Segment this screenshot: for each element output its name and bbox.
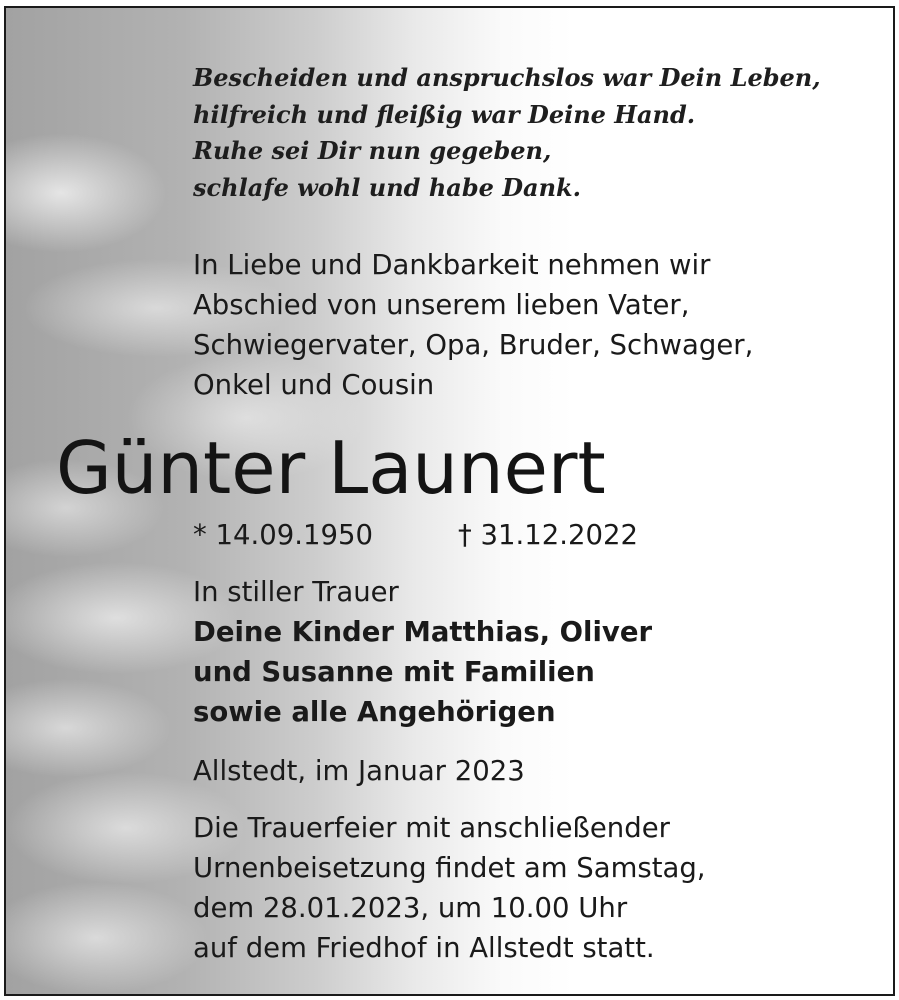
farewell-line: Schwiegervater, Opa, Bruder, Schwager, (193, 329, 754, 361)
deceased-name: Günter Launert (56, 426, 606, 510)
farewell-line: Abschied von unserem lieben Vater, (193, 289, 690, 321)
life-dates (193, 515, 713, 555)
death-date: † 31.12.2022 (458, 519, 638, 551)
poem-line: Ruhe sei Dir nun gegeben, (193, 136, 552, 165)
place-date-line: Allstedt, im Januar 2023 (193, 755, 525, 787)
funeral-line: Urnenbeisetzung findet am Samstag, (193, 852, 706, 884)
funeral-line: dem 28.01.2023, um 10.00 Uhr (193, 892, 628, 924)
funeral-line: auf dem Friedhof in Allstedt statt. (193, 932, 655, 964)
poem-line: Bescheiden und anspruchslos war Dein Leben, (193, 63, 821, 92)
obituary-notice (4, 6, 895, 996)
poem-line: hilfreich und fleißig war Deine Hand. (193, 99, 696, 129)
farewell-line: Onkel und Cousin (193, 369, 435, 401)
mourner-line: sowie alle Angehörigen (193, 696, 556, 728)
mourner-line: Deine Kinder Matthias, Oliver (193, 616, 653, 648)
mourning-heading: In stiller Trauer (193, 576, 399, 608)
farewell-line: In Liebe und Dankbarkeit nehmen wir (193, 249, 711, 281)
mourners-block (193, 572, 652, 732)
poem-line: schlafe wohl und habe Dank. (193, 172, 582, 202)
farewell-text (193, 245, 753, 405)
memorial-poem (193, 60, 821, 206)
funeral-info (193, 808, 706, 968)
mourner-line: und Susanne mit Familien (193, 656, 595, 688)
place-and-date (193, 751, 525, 791)
birth-date: * 14.09.1950 (193, 519, 373, 551)
funeral-line: Die Trauerfeier mit anschließender (193, 812, 670, 844)
